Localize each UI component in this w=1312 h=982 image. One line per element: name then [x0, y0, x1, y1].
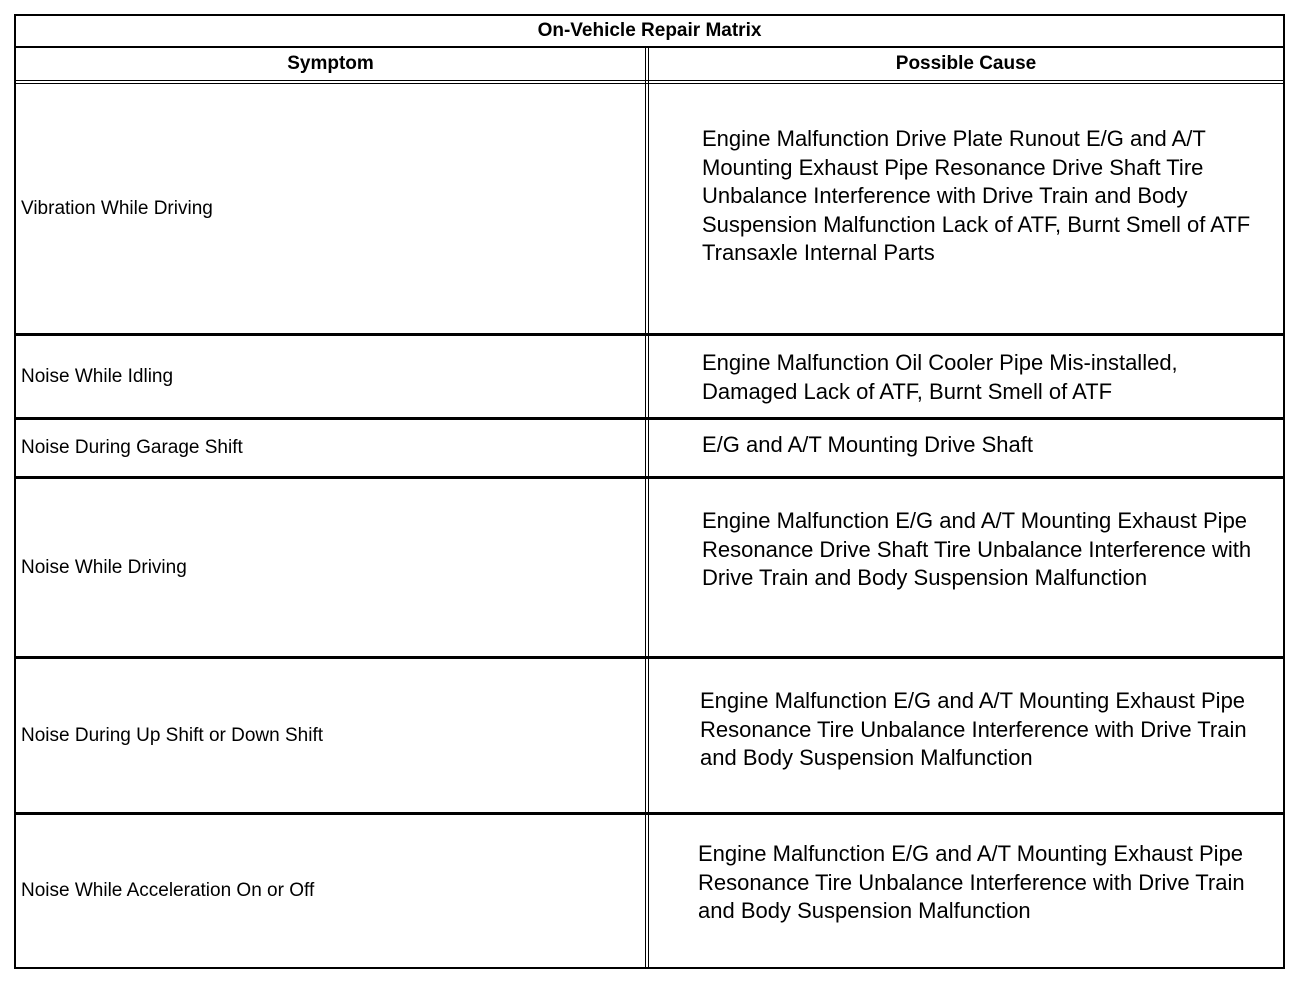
table-row [16, 84, 1283, 336]
cause-cell: Engine Malfunction E/G and A/T Mounting Exhaust Pipe Resonance Tire Unbalance Interference with Drive Train and Body Suspension Malfunction [700, 688, 1247, 770]
column-divider [645, 48, 649, 967]
symptom-cell: Noise While Idling [21, 365, 174, 387]
table-row [16, 420, 1283, 479]
cause-cell: Engine Malfunction E/G and A/T Mounting Exhaust Pipe Resonance Drive Shaft Tire Unbalance Interference with Drive Train and Body Suspension Malfunction [702, 508, 1252, 590]
repair-matrix-table [14, 14, 1285, 969]
header-row [16, 48, 1283, 84]
symptom-cell: Noise While Driving [21, 556, 187, 578]
symptom-cell: Noise During Up Shift or Down Shift [21, 724, 324, 746]
cause-cell: Engine Malfunction E/G and A/T Mounting Exhaust Pipe Resonance Tire Unbalance Interference with Drive Train and Body Suspension Malfunction [698, 841, 1245, 923]
table-title: On-Vehicle Repair Matrix [16, 16, 1283, 48]
symptom-cell: Noise During Garage Shift [21, 437, 243, 458]
symptom-header: Symptom [287, 53, 374, 74]
cause-cell: E/G and A/T Mounting Drive Shaft [702, 432, 1033, 457]
cause-cell: Engine Malfunction Drive Plate Runout E/G and A/T Mounting Exhaust Pipe Resonance Drive Shaft Tire Unbalance Interference with Drive Train and Body Suspension Malfunction Lack of ATF, Burnt Smell of ATF Transaxle Internal Parts [702, 126, 1251, 265]
cause-header: Possible Cause [895, 53, 1037, 74]
table-row [16, 479, 1283, 659]
symptom-cell: Vibration While Driving [21, 197, 213, 219]
table-row [16, 336, 1283, 420]
table-row [16, 659, 1283, 815]
cause-cell: Engine Malfunction Oil Cooler Pipe Mis-installed, Damaged Lack of ATF, Burnt Smell of ATF [702, 350, 1178, 404]
symptom-cell: Noise While Acceleration On or Off [21, 880, 315, 901]
table-row [16, 815, 1283, 967]
